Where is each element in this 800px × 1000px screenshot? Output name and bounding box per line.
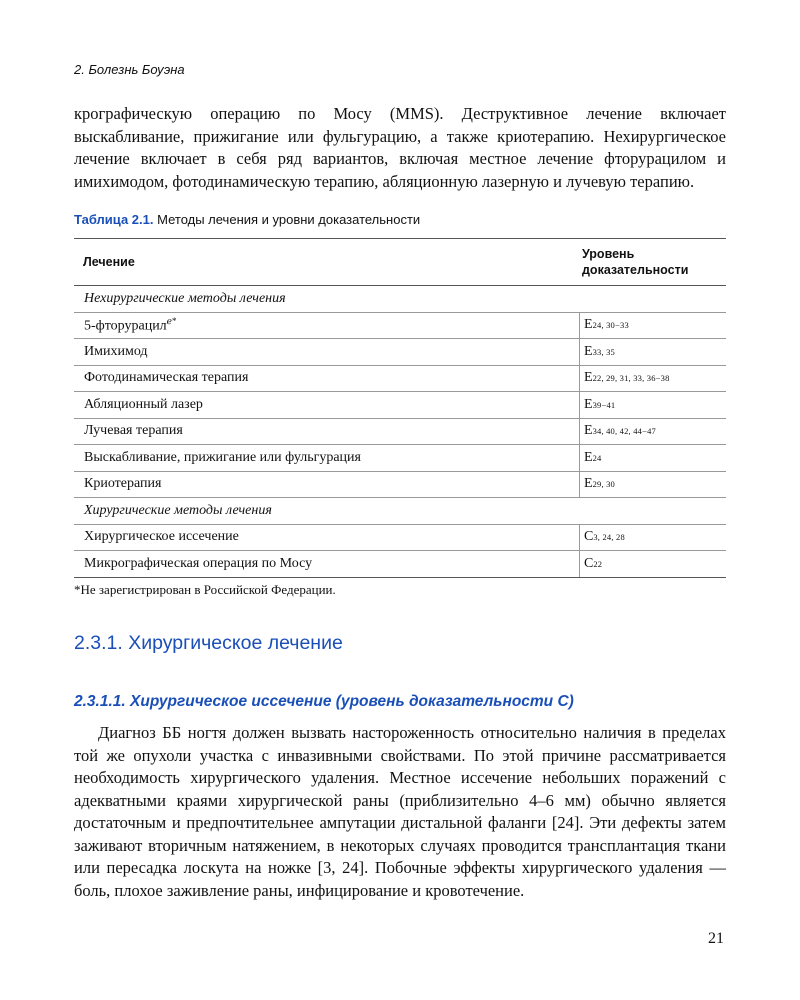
- running-header: 2. Болезнь Боуэна: [74, 62, 185, 77]
- header-evidence-line2: доказательности: [582, 263, 689, 277]
- footnote-mark: ℯ*: [166, 315, 177, 326]
- level-refs: 39−41: [592, 399, 616, 410]
- treatment-cell: Микрографическая операция по Мосу: [84, 555, 313, 571]
- level-letter: E: [584, 317, 593, 333]
- treatment-cell: Криотерапия: [84, 476, 162, 492]
- level-letter: C: [584, 555, 594, 571]
- table-caption-label: Таблица 2.1.: [74, 212, 154, 227]
- header-evidence-line1: Уровень: [582, 247, 635, 261]
- table-row: [74, 419, 726, 446]
- header-evidence-level: [570, 246, 726, 278]
- table-row: [74, 339, 726, 366]
- body-paragraph: Диагноз ББ ногтя должен вызвать настороженность относительно наличия в пределах той же опухоли участка с инвазивными свойствами. По этой причине рассматривается необходимость хирургического удаления. Местное иссечение небольших поражений с адекватными краями хирургической раны (приблизительно 4–6 мм) обычно является достаточным и предпочтительнее ампутации дистальной фаланги [24]. Эти дефекты затем заживают вторичным натяжением, в некоторых случаях проводится трансплантация ткани или пересадка лоскута на ножке [3, 24]. Побочные эффекты хирургического удаления — боль, плохое заживление раны, инфицирование и кровотечение.: [74, 723, 726, 900]
- treatment-cell: Выскабливание, прижигание или фульгурация: [84, 449, 361, 465]
- table-row: [74, 551, 726, 578]
- page-number: 21: [708, 930, 724, 947]
- level-cell: [579, 392, 726, 418]
- level-refs: 33, 35: [592, 346, 616, 357]
- level-cell: [579, 525, 726, 551]
- level-cell: [579, 445, 726, 471]
- level-cell: [579, 472, 726, 498]
- level-refs: 34, 40, 42, 44−47: [592, 426, 657, 437]
- level-cell: [579, 366, 726, 392]
- header-treatment: Лечение: [83, 255, 135, 269]
- table-row: [74, 313, 726, 340]
- level-cell: [579, 339, 726, 365]
- level-letter: E: [584, 449, 593, 465]
- level-letter: E: [584, 423, 593, 439]
- treatment-cell: Фотодинамическая терапия: [84, 370, 249, 386]
- subsection-heading: 2.3.1.1. Хирургическое иссечение (уровень доказательности С): [74, 693, 574, 710]
- level-refs: 24: [592, 452, 602, 463]
- table-row: [74, 525, 726, 552]
- table-caption: [74, 212, 420, 227]
- level-cell: [579, 551, 726, 577]
- treatment-name: 5-фторурацил: [84, 318, 167, 334]
- level-cell: [579, 419, 726, 445]
- level-letter: E: [584, 396, 593, 412]
- table-row: [74, 445, 726, 472]
- level-letter: E: [584, 343, 593, 359]
- level-refs: 24, 30−33: [592, 320, 629, 331]
- table-row: [74, 392, 726, 419]
- table-section-row: [74, 286, 726, 313]
- level-refs: 3, 24, 28: [593, 532, 625, 543]
- level-letter: E: [584, 476, 593, 492]
- section-label: Нехирургические методы лечения: [84, 290, 286, 306]
- section-heading: 2.3.1. Хирургическое лечение: [74, 632, 343, 654]
- level-cell: [579, 313, 726, 339]
- treatment-cell: Хирургическое иссечение: [84, 529, 239, 545]
- table-header-row: [74, 238, 726, 286]
- treatment-cell: [74, 316, 579, 335]
- intro-paragraph: крографическую операцию по Мосу (MMS). Деструктивное лечение включает выскабливание, прижигание или фульгурацию, а также криотерапию. Нехирургическое лечение включает в себя ряд вариантов, включая местное лечение фторурацилом и имихимодом, фотодинамическую терапию, абляционную лазерную и лучевую терапию.: [74, 104, 726, 191]
- treatment-cell: Абляционный лазер: [84, 396, 203, 412]
- level-letter: E: [584, 370, 593, 386]
- table-caption-text: Методы лечения и уровни доказательности: [157, 212, 421, 227]
- table-section-row: [74, 498, 726, 525]
- treatment-cell: Лучевая терапия: [84, 423, 183, 439]
- section-label: Хирургические методы лечения: [84, 502, 272, 518]
- table-row: [74, 366, 726, 393]
- table-row: [74, 472, 726, 499]
- treatment-cell: Имихимод: [84, 343, 148, 359]
- level-refs: 22: [593, 558, 603, 569]
- level-refs: 22, 29, 31, 33, 36−38: [592, 373, 670, 384]
- level-refs: 29, 30: [592, 479, 616, 490]
- table-footnote: *Не зарегистрирован в Российской Федерации.: [74, 582, 336, 597]
- level-letter: C: [584, 529, 594, 545]
- methods-table: [74, 238, 726, 578]
